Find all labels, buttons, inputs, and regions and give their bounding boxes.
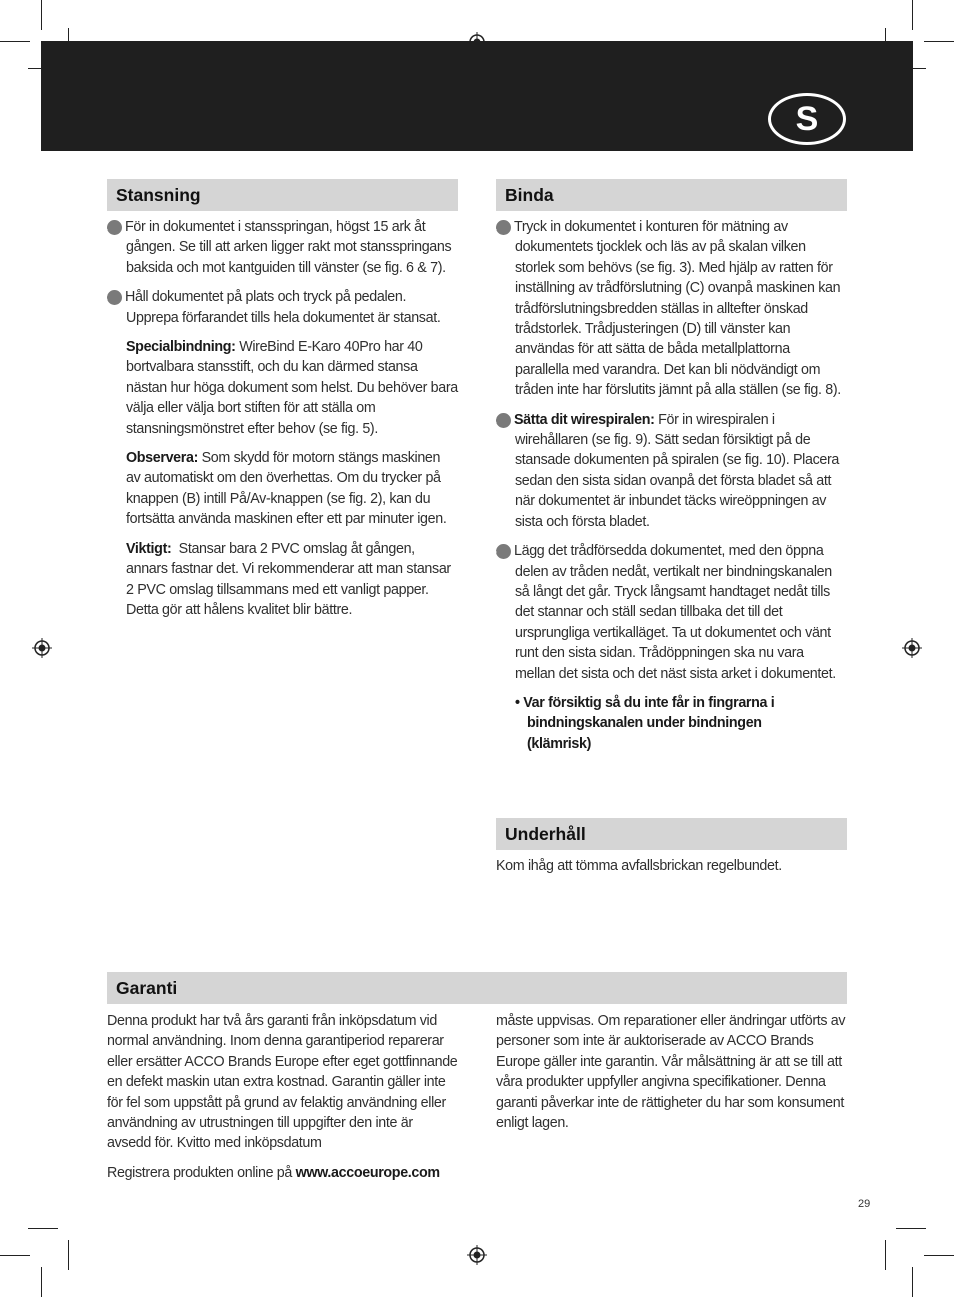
garanti-section <box>107 972 847 1010</box>
crop-mark <box>41 1267 42 1297</box>
crop-mark <box>0 1255 30 1256</box>
section-heading: Underhåll <box>496 818 847 850</box>
section-heading: Garanti <box>107 972 847 1004</box>
note-paragraph: Viktigt: Stansar bara 2 PVC omslag åt gången, annars fastnar det. Vi rekommenderar att man stansar 2 PVC omslag tillsammans med ett vanligt papper. Detta gör att hålens kvalitet blir bättre. <box>126 540 451 618</box>
binda-section <box>491 179 847 763</box>
note-paragraph: Observera: Som skydd för motorn stängs maskinen av automatiskt om den överhettas. Om du trycker på knappen (B) intill På/Av-knappen (se fig. 2), kan du fortsätta använda maskinen efter ett par minuter igen. <box>126 450 447 528</box>
section-heading: Stansning <box>107 179 458 211</box>
crop-mark <box>0 41 30 42</box>
step-number-icon: 3 <box>496 544 511 559</box>
underhall-section <box>496 818 847 885</box>
crop-mark <box>896 1228 926 1229</box>
section-heading: Binda <box>496 179 847 211</box>
step-paragraph: 1 För in dokumentet i stansspringan, högst 15 ark åt gången. Se till att arken ligger rakt mot stansspringans baksida och mot kantguiden till vänster (se fig. 6 & 7). <box>102 219 452 276</box>
registration-mark-icon <box>32 638 52 658</box>
crop-mark <box>924 41 954 42</box>
garanti-left-column <box>107 1011 459 1192</box>
garanti-text-left: Denna produkt har två års garanti från inköpsdatum vid normal användning. Inom denna garantiperiod reparerar eller ersätter ACCO Brands Europe efter eget gottfinnande en defekt maskin utan extra kostnad. Garantin gäller inte för fel som uppstått på grund av felaktig användning eller användning av utrustningen till uppgifter den inte är avsedd för. Kvitto med inköpsdatum <box>107 1013 458 1152</box>
crop-mark <box>912 1267 913 1297</box>
crop-mark <box>885 1240 886 1270</box>
step-paragraph: 2 Håll dokumentet på plats och tryck på pedalen. Upprepa förfarandet tills hela dokumentet är stansat. <box>102 289 441 326</box>
step-paragraph: 2 Sätta dit wirespiralen: För in wirespiralen i wirehållaren (se fig. 9). Sätt sedan försiktigt på de stansade dokumenten på spiralen (se fig. 10). Placera sedan den sista sidan ovanpå det första bladet så att när dokumentet är inbundet täcks wireöppningen av sista och första bladet. <box>491 411 839 530</box>
warning-note: • Var försiktig så du inte får in fingrarna i bindningskanalen under bindningen (klämrisk) <box>515 694 775 752</box>
note-paragraph: Specialbindning: WireBind E-Karo 40Pro har 40 bortvalbara stansstift, och du kan därmed stansa nästan hur höga dokument som helst. Du behöver bara välja eller välja bort stiften för att ställa om stansningsmönstret efter behov (se fig. 5). <box>126 339 458 437</box>
step-number-icon: 1 <box>107 220 122 235</box>
crop-mark <box>28 1228 58 1229</box>
garanti-text-right: måste uppvisas. Om reparationer eller ändringar utförts av personer som inte är auktoriserade av ACCO Brands Europe gäller inte garantin. Vår målsättning är att se till att våra produkter uppfyller angivna specifikationer. Denna garanti påverkar inte de rättigheter du har som konsument enligt lagen. <box>496 1013 846 1132</box>
registration-mark-icon <box>467 1245 487 1265</box>
step-paragraph: 1 Tryck in dokumentet i konturen för mätning av dokumentets tjocklek och läs av på skalan vilken storlek som behövs (se fig. 3). Med hjälp av ratten för inställning av trådförslutning (C) ovanpå maskinen kan trådförslutningsbredden ställas in alltefter önskad trådstorlek. Trådjusteringen (D) till vänster kan användas för att sätta de båda metallplattorna parallella med varandra. Det kan bli nödvändigt om tråden inte har förslutits jämnt på alla ställen (se fig. 8). <box>491 219 841 399</box>
crop-mark <box>924 1255 954 1256</box>
crop-mark <box>912 0 913 30</box>
garanti-right-column <box>496 1011 847 1142</box>
step-number-icon: 2 <box>107 290 122 305</box>
register-link[interactable]: www.accoeurope.com <box>295 1164 440 1181</box>
page-number: 29 <box>858 1198 871 1210</box>
registration-mark-icon <box>902 638 922 658</box>
stansning-section <box>102 179 458 629</box>
underhall-text: Kom ihåg att tömma avfallsbrickan regelbundet. <box>496 858 782 874</box>
crop-mark <box>41 0 42 30</box>
step-number-icon: 2 <box>496 413 511 428</box>
step-paragraph: 3 Lägg det trådförsedda dokumentet, med den öppna delen av tråden nedåt, vertikalt ner bindningskanalen så långt det går. Tryck långsamt handtaget nedåt tills det stannar och ställ sedan tillbaka det till det ursprungliga vertikalläget. Ta ut dokumentet och vänt runt den sista sidan. Trådöppningen ska nu vara mellan det sista och det näst sista arket i dokumentet. <box>491 543 836 682</box>
crop-mark <box>68 1240 69 1270</box>
step-number-icon: 1 <box>496 220 511 235</box>
language-badge: S <box>768 93 846 145</box>
register-line: Registrera produkten online på www.accoeurope.com <box>107 1164 440 1181</box>
